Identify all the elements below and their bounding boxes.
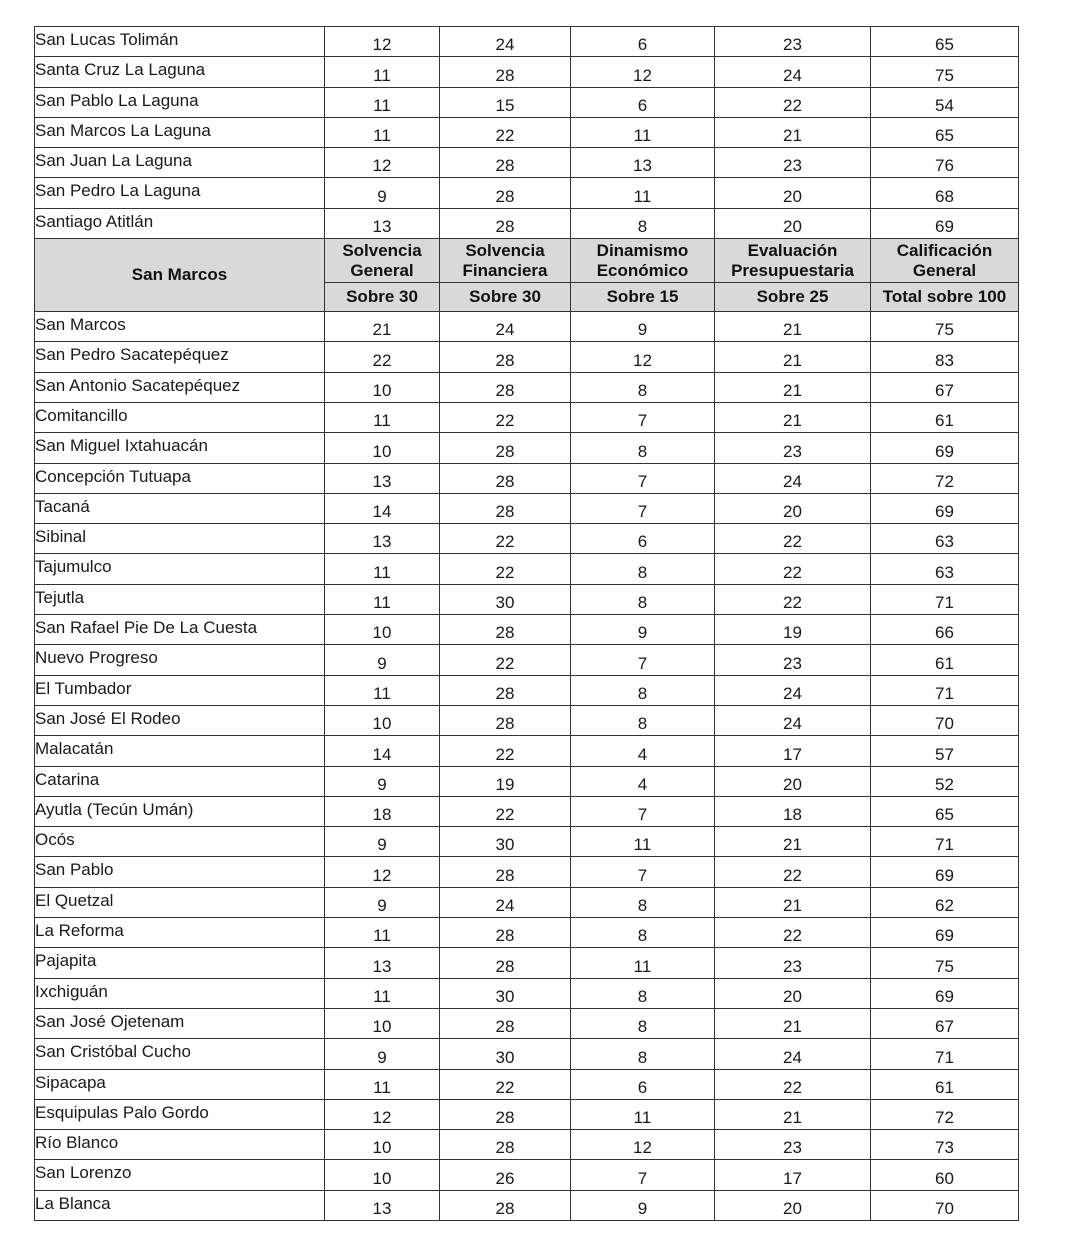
evaluacion-presupuestaria-value: 20: [715, 766, 871, 796]
dinamismo-economico-value: 8: [571, 918, 715, 948]
municipality-name: Malacatán: [35, 736, 325, 766]
solvencia-financiera-value: 30: [440, 978, 571, 1008]
dinamismo-economico-value: 6: [571, 524, 715, 554]
municipality-name: La Blanca: [35, 1190, 325, 1220]
solvencia-financiera-value: 22: [440, 402, 571, 432]
dinamismo-economico-value: 8: [571, 433, 715, 463]
municipality-name: Tajumulco: [35, 554, 325, 584]
calificacion-general-value: 68: [871, 178, 1019, 208]
evaluacion-presupuestaria-value: 21: [715, 372, 871, 402]
dinamismo-economico-value: 8: [571, 584, 715, 614]
solvencia-financiera-value: 28: [440, 463, 571, 493]
calificacion-general-value: 72: [871, 1099, 1019, 1129]
evaluacion-presupuestaria-value: 22: [715, 857, 871, 887]
dinamismo-economico-value: 11: [571, 178, 715, 208]
municipality-name: San Antonio Sacatepéquez: [35, 372, 325, 402]
calificacion-general-value: 71: [871, 675, 1019, 705]
municipal-ratings-table: [34, 26, 1019, 1221]
municipality-name: San Lorenzo: [35, 1160, 325, 1190]
evaluacion-presupuestaria-value: 21: [715, 1099, 871, 1129]
table-row: [35, 918, 1019, 948]
evaluacion-presupuestaria-value: 20: [715, 493, 871, 523]
calificacion-general-value: 67: [871, 1008, 1019, 1038]
table-row: [35, 1069, 1019, 1099]
col-header-solvencia-financiera: Solvencia Financiera: [440, 239, 571, 283]
table-row: [35, 312, 1019, 342]
dinamismo-economico-value: 7: [571, 857, 715, 887]
solvencia-financiera-value: 28: [440, 372, 571, 402]
calificacion-general-value: 69: [871, 857, 1019, 887]
solvencia-financiera-value: 30: [440, 1039, 571, 1069]
calificacion-general-value: 69: [871, 918, 1019, 948]
solvencia-financiera-value: 28: [440, 208, 571, 238]
evaluacion-presupuestaria-value: 21: [715, 342, 871, 372]
solvencia-general-value: 12: [325, 27, 440, 57]
group-title-san-marcos: San Marcos: [35, 239, 325, 312]
calificacion-general-value: 63: [871, 554, 1019, 584]
solvencia-financiera-value: 28: [440, 857, 571, 887]
dinamismo-economico-value: 4: [571, 766, 715, 796]
evaluacion-presupuestaria-value: 24: [715, 57, 871, 87]
municipality-name: San José Ojetenam: [35, 1008, 325, 1038]
table-row: [35, 857, 1019, 887]
calificacion-general-value: 69: [871, 433, 1019, 463]
table-row: [35, 615, 1019, 645]
solvencia-financiera-value: 28: [440, 433, 571, 463]
municipality-name: Tejutla: [35, 584, 325, 614]
solvencia-general-value: 9: [325, 645, 440, 675]
municipality-name: San Marcos: [35, 312, 325, 342]
dinamismo-economico-value: 8: [571, 705, 715, 735]
calificacion-general-value: 69: [871, 493, 1019, 523]
evaluacion-presupuestaria-value: 17: [715, 736, 871, 766]
calificacion-general-value: 71: [871, 827, 1019, 857]
municipality-name: San Marcos La Laguna: [35, 117, 325, 147]
table-row: [35, 736, 1019, 766]
solvencia-general-value: 10: [325, 372, 440, 402]
solvencia-financiera-value: 24: [440, 27, 571, 57]
table-row: [35, 796, 1019, 826]
calificacion-general-value: 71: [871, 1039, 1019, 1069]
dinamismo-economico-value: 9: [571, 312, 715, 342]
col-header-calificacion-general: Calificación General: [871, 239, 1019, 283]
evaluacion-presupuestaria-value: 24: [715, 1039, 871, 1069]
table-row: [35, 1099, 1019, 1129]
dinamismo-economico-value: 7: [571, 1160, 715, 1190]
calificacion-general-value: 67: [871, 372, 1019, 402]
solvencia-general-value: 11: [325, 584, 440, 614]
dinamismo-economico-value: 12: [571, 57, 715, 87]
solvencia-financiera-value: 28: [440, 1130, 571, 1160]
dinamismo-economico-value: 9: [571, 615, 715, 645]
solvencia-general-value: 9: [325, 1039, 440, 1069]
municipality-name: San Cristóbal Cucho: [35, 1039, 325, 1069]
table-row: [35, 27, 1019, 57]
table-row: [35, 117, 1019, 147]
col-header-solvencia-general: Solvencia General: [325, 239, 440, 283]
solvencia-general-value: 13: [325, 1190, 440, 1220]
solvencia-financiera-value: 28: [440, 675, 571, 705]
evaluacion-presupuestaria-value: 21: [715, 887, 871, 917]
dinamismo-economico-value: 8: [571, 887, 715, 917]
evaluacion-presupuestaria-value: 22: [715, 87, 871, 117]
municipality-name: Concepción Tutuapa: [35, 463, 325, 493]
municipality-name: San Lucas Tolimán: [35, 27, 325, 57]
dinamismo-economico-value: 7: [571, 645, 715, 675]
col-scale-calificacion-general: Total sobre 100: [871, 283, 1019, 312]
dinamismo-economico-value: 11: [571, 827, 715, 857]
dinamismo-economico-value: 8: [571, 208, 715, 238]
evaluacion-presupuestaria-value: 22: [715, 584, 871, 614]
solvencia-financiera-value: 28: [440, 1008, 571, 1038]
solvencia-financiera-value: 22: [440, 554, 571, 584]
municipality-name: San Rafael Pie De La Cuesta: [35, 615, 325, 645]
solvencia-general-value: 10: [325, 1008, 440, 1038]
calificacion-general-value: 54: [871, 87, 1019, 117]
table-row: [35, 148, 1019, 178]
municipality-name: San Miguel Ixtahuacán: [35, 433, 325, 463]
table-row: [35, 1008, 1019, 1038]
solvencia-financiera-value: 22: [440, 117, 571, 147]
solvencia-general-value: 18: [325, 796, 440, 826]
dinamismo-economico-value: 8: [571, 554, 715, 584]
solvencia-general-value: 12: [325, 857, 440, 887]
solvencia-financiera-value: 26: [440, 1160, 571, 1190]
solvencia-general-value: 9: [325, 766, 440, 796]
table-row: [35, 554, 1019, 584]
evaluacion-presupuestaria-value: 24: [715, 463, 871, 493]
dinamismo-economico-value: 7: [571, 796, 715, 826]
evaluacion-presupuestaria-value: 23: [715, 1130, 871, 1160]
table-row: [35, 178, 1019, 208]
calificacion-general-value: 70: [871, 1190, 1019, 1220]
solvencia-financiera-value: 19: [440, 766, 571, 796]
solvencia-general-value: 14: [325, 736, 440, 766]
col-scale-solvencia-financiera: Sobre 30: [440, 283, 571, 312]
evaluacion-presupuestaria-value: 22: [715, 554, 871, 584]
solvencia-financiera-value: 28: [440, 948, 571, 978]
san-marcos-header: [35, 239, 1019, 312]
table-row: [35, 208, 1019, 238]
dinamismo-economico-value: 7: [571, 402, 715, 432]
solvencia-financiera-value: 22: [440, 796, 571, 826]
table-row: [35, 1190, 1019, 1220]
solvencia-financiera-value: 28: [440, 918, 571, 948]
table-row: [35, 978, 1019, 1008]
dinamismo-economico-value: 6: [571, 27, 715, 57]
solvencia-general-value: 10: [325, 615, 440, 645]
solvencia-financiera-value: 24: [440, 887, 571, 917]
table-row: [35, 948, 1019, 978]
calificacion-general-value: 71: [871, 584, 1019, 614]
calificacion-general-value: 75: [871, 312, 1019, 342]
municipality-name: San Pablo: [35, 857, 325, 887]
header-row-labels: [35, 239, 1019, 283]
solvencia-general-value: 10: [325, 1130, 440, 1160]
calificacion-general-value: 72: [871, 463, 1019, 493]
municipality-name: Esquipulas Palo Gordo: [35, 1099, 325, 1129]
evaluacion-presupuestaria-value: 22: [715, 524, 871, 554]
dinamismo-economico-value: 11: [571, 948, 715, 978]
evaluacion-presupuestaria-value: 23: [715, 645, 871, 675]
solvencia-financiera-value: 24: [440, 312, 571, 342]
dinamismo-economico-value: 4: [571, 736, 715, 766]
dinamismo-economico-value: 8: [571, 675, 715, 705]
municipality-name: La Reforma: [35, 918, 325, 948]
table-row: [35, 827, 1019, 857]
municipality-name: Ayutla (Tecún Umán): [35, 796, 325, 826]
table-row: [35, 766, 1019, 796]
dinamismo-economico-value: 9: [571, 1190, 715, 1220]
table-row: [35, 87, 1019, 117]
evaluacion-presupuestaria-value: 21: [715, 402, 871, 432]
evaluacion-presupuestaria-value: 21: [715, 1008, 871, 1038]
calificacion-general-value: 65: [871, 117, 1019, 147]
solvencia-general-value: 12: [325, 1099, 440, 1129]
calificacion-general-value: 70: [871, 705, 1019, 735]
calificacion-general-value: 61: [871, 1069, 1019, 1099]
solvencia-general-value: 10: [325, 1160, 440, 1190]
municipality-name: Santa Cruz La Laguna: [35, 57, 325, 87]
evaluacion-presupuestaria-value: 19: [715, 615, 871, 645]
calificacion-general-value: 57: [871, 736, 1019, 766]
calificacion-general-value: 60: [871, 1160, 1019, 1190]
dinamismo-economico-value: 11: [571, 1099, 715, 1129]
solvencia-general-value: 11: [325, 978, 440, 1008]
municipality-name: San Pedro La Laguna: [35, 178, 325, 208]
solvencia-general-value: 11: [325, 675, 440, 705]
solvencia-general-value: 13: [325, 208, 440, 238]
solvencia-financiera-value: 15: [440, 87, 571, 117]
municipality-name: El Tumbador: [35, 675, 325, 705]
san-marcos-section-body: [35, 312, 1019, 1221]
table-row: [35, 402, 1019, 432]
solvencia-financiera-value: 28: [440, 493, 571, 523]
solvencia-financiera-value: 28: [440, 1190, 571, 1220]
evaluacion-presupuestaria-value: 24: [715, 675, 871, 705]
solvencia-financiera-value: 30: [440, 827, 571, 857]
table-row: [35, 493, 1019, 523]
solvencia-general-value: 11: [325, 554, 440, 584]
calificacion-general-value: 69: [871, 978, 1019, 1008]
table-row: [35, 1130, 1019, 1160]
municipality-name: Río Blanco: [35, 1130, 325, 1160]
municipality-name: Sibinal: [35, 524, 325, 554]
solvencia-general-value: 9: [325, 827, 440, 857]
evaluacion-presupuestaria-value: 18: [715, 796, 871, 826]
col-header-evaluacion-presupuestaria: Evaluación Presupuestaria: [715, 239, 871, 283]
municipality-name: San Pedro Sacatepéquez: [35, 342, 325, 372]
dinamismo-economico-value: 12: [571, 1130, 715, 1160]
municipality-name: El Quetzal: [35, 887, 325, 917]
dinamismo-economico-value: 12: [571, 342, 715, 372]
col-header-dinamismo-economico: Dinamismo Económico: [571, 239, 715, 283]
solvencia-general-value: 13: [325, 463, 440, 493]
table-row: [35, 675, 1019, 705]
evaluacion-presupuestaria-value: 23: [715, 433, 871, 463]
municipality-name: Catarina: [35, 766, 325, 796]
evaluacion-presupuestaria-value: 23: [715, 148, 871, 178]
solvencia-financiera-value: 28: [440, 1099, 571, 1129]
evaluacion-presupuestaria-value: 22: [715, 1069, 871, 1099]
calificacion-general-value: 61: [871, 402, 1019, 432]
municipality-name: Ocós: [35, 827, 325, 857]
dinamismo-economico-value: 6: [571, 1069, 715, 1099]
solvencia-financiera-value: 28: [440, 342, 571, 372]
dinamismo-economico-value: 6: [571, 87, 715, 117]
solvencia-financiera-value: 22: [440, 736, 571, 766]
evaluacion-presupuestaria-value: 20: [715, 978, 871, 1008]
table-row: [35, 57, 1019, 87]
solvencia-financiera-value: 28: [440, 615, 571, 645]
calificacion-general-value: 76: [871, 148, 1019, 178]
calificacion-general-value: 52: [871, 766, 1019, 796]
calificacion-general-value: 83: [871, 342, 1019, 372]
calificacion-general-value: 63: [871, 524, 1019, 554]
evaluacion-presupuestaria-value: 22: [715, 918, 871, 948]
table-row: [35, 645, 1019, 675]
municipality-name: Pajapita: [35, 948, 325, 978]
dinamismo-economico-value: 7: [571, 493, 715, 523]
municipality-name: Comitancillo: [35, 402, 325, 432]
solvencia-general-value: 21: [325, 312, 440, 342]
table-row: [35, 1160, 1019, 1190]
solvencia-general-value: 11: [325, 1069, 440, 1099]
evaluacion-presupuestaria-value: 17: [715, 1160, 871, 1190]
solvencia-financiera-value: 30: [440, 584, 571, 614]
solvencia-general-value: 11: [325, 918, 440, 948]
solvencia-general-value: 10: [325, 433, 440, 463]
dinamismo-economico-value: 8: [571, 978, 715, 1008]
municipality-name: Tacaná: [35, 493, 325, 523]
table-row: [35, 1039, 1019, 1069]
calificacion-general-value: 62: [871, 887, 1019, 917]
evaluacion-presupuestaria-value: 20: [715, 1190, 871, 1220]
solvencia-general-value: 14: [325, 493, 440, 523]
table-row: [35, 705, 1019, 735]
solvencia-general-value: 9: [325, 887, 440, 917]
dinamismo-economico-value: 13: [571, 148, 715, 178]
municipality-name: Nuevo Progreso: [35, 645, 325, 675]
solvencia-financiera-value: 22: [440, 645, 571, 675]
dinamismo-economico-value: 8: [571, 1039, 715, 1069]
calificacion-general-value: 65: [871, 27, 1019, 57]
col-scale-solvencia-general: Sobre 30: [325, 283, 440, 312]
evaluacion-presupuestaria-value: 23: [715, 27, 871, 57]
top-section-body: [35, 27, 1019, 239]
solvencia-general-value: 11: [325, 87, 440, 117]
evaluacion-presupuestaria-value: 23: [715, 948, 871, 978]
solvencia-financiera-value: 28: [440, 178, 571, 208]
dinamismo-economico-value: 8: [571, 372, 715, 402]
evaluacion-presupuestaria-value: 21: [715, 117, 871, 147]
table-row: [35, 887, 1019, 917]
calificacion-general-value: 75: [871, 57, 1019, 87]
municipality-name: San José El Rodeo: [35, 705, 325, 735]
solvencia-financiera-value: 28: [440, 148, 571, 178]
dinamismo-economico-value: 11: [571, 117, 715, 147]
solvencia-general-value: 9: [325, 178, 440, 208]
table-row: [35, 524, 1019, 554]
solvencia-general-value: 22: [325, 342, 440, 372]
calificacion-general-value: 66: [871, 615, 1019, 645]
table-row: [35, 342, 1019, 372]
municipality-name: Santiago Atitlán: [35, 208, 325, 238]
col-scale-evaluacion-presupuestaria: Sobre 25: [715, 283, 871, 312]
calificacion-general-value: 75: [871, 948, 1019, 978]
solvencia-general-value: 13: [325, 948, 440, 978]
municipality-name: Ixchiguán: [35, 978, 325, 1008]
solvencia-general-value: 11: [325, 402, 440, 432]
municipality-name: San Juan La Laguna: [35, 148, 325, 178]
evaluacion-presupuestaria-value: 20: [715, 178, 871, 208]
solvencia-general-value: 10: [325, 705, 440, 735]
solvencia-general-value: 11: [325, 57, 440, 87]
col-scale-dinamismo-economico: Sobre 15: [571, 283, 715, 312]
solvencia-general-value: 11: [325, 117, 440, 147]
municipality-name: Sipacapa: [35, 1069, 325, 1099]
table-row: [35, 372, 1019, 402]
solvencia-financiera-value: 22: [440, 524, 571, 554]
evaluacion-presupuestaria-value: 21: [715, 827, 871, 857]
calificacion-general-value: 69: [871, 208, 1019, 238]
municipality-name: San Pablo La Laguna: [35, 87, 325, 117]
dinamismo-economico-value: 8: [571, 1008, 715, 1038]
solvencia-general-value: 13: [325, 524, 440, 554]
table-row: [35, 584, 1019, 614]
evaluacion-presupuestaria-value: 20: [715, 208, 871, 238]
dinamismo-economico-value: 7: [571, 463, 715, 493]
solvencia-financiera-value: 22: [440, 1069, 571, 1099]
solvencia-financiera-value: 28: [440, 705, 571, 735]
calificacion-general-value: 61: [871, 645, 1019, 675]
evaluacion-presupuestaria-value: 21: [715, 312, 871, 342]
calificacion-general-value: 65: [871, 796, 1019, 826]
evaluacion-presupuestaria-value: 24: [715, 705, 871, 735]
table-row: [35, 433, 1019, 463]
calificacion-general-value: 73: [871, 1130, 1019, 1160]
solvencia-general-value: 12: [325, 148, 440, 178]
table-row: [35, 463, 1019, 493]
solvencia-financiera-value: 28: [440, 57, 571, 87]
